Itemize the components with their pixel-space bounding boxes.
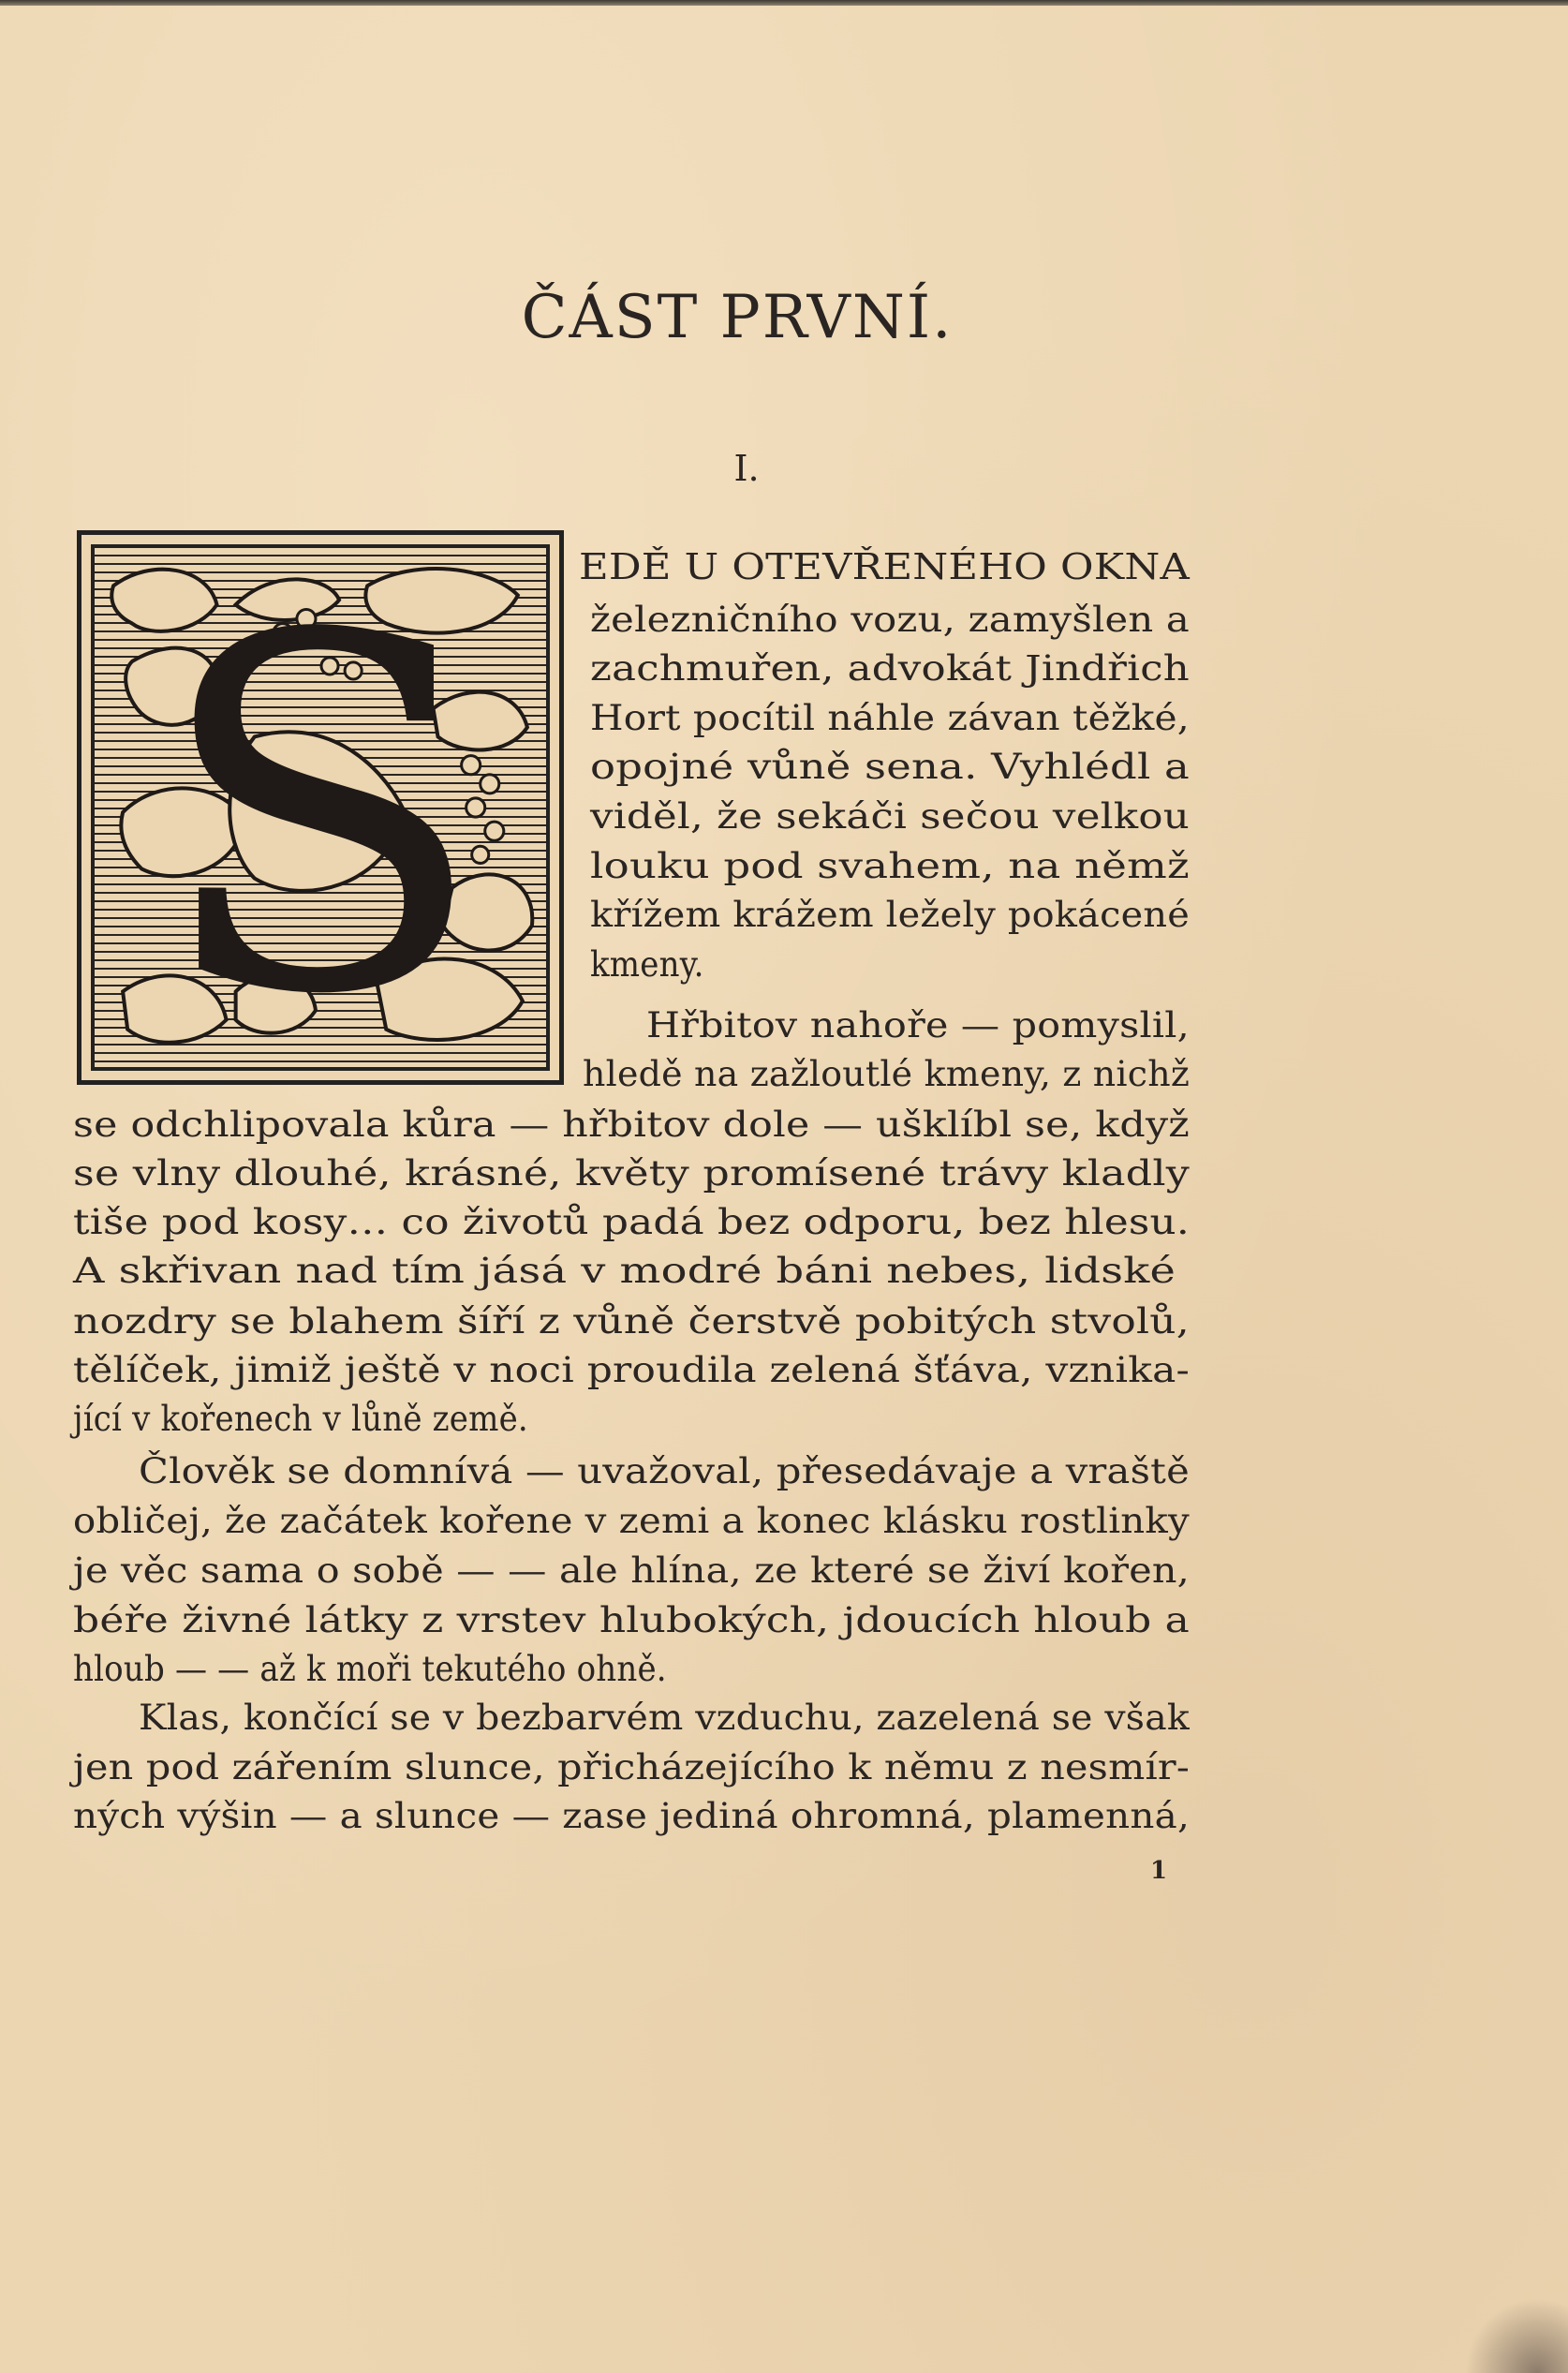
text-line: ných výšin — a slunce — zase jediná ohromná, plamenná, — [73, 1796, 1191, 1836]
text-line: viděl, že sekáči sečou velkou — [590, 796, 1190, 837]
text-line: obličej, že začátek kořene v zemi a konec klásku rostlinky — [73, 1501, 1190, 1541]
text-line: je věc sama o sobě — — ale hlína, ze které se živí kořen, — [73, 1550, 1191, 1591]
text-line: jící v kořenech v lůně země. — [73, 1399, 528, 1439]
drop-cap-letter: S — [153, 544, 488, 1071]
page-top-edge — [0, 0, 1568, 6]
text-line: hledě na zažloutlé kmeny, z nichž — [583, 1054, 1191, 1094]
page-number: 1 — [1150, 1857, 1168, 1885]
text-line: se odchlipovala kůra — hřbitov dole — ušklíbl se, když — [73, 1105, 1191, 1145]
decorative-drop-cap — [77, 530, 564, 1085]
text-line: A skřivan nad tím jásá v modré báni nebes, lidské — [73, 1251, 1176, 1291]
text-line: se vlny dlouhé, krásné, květy promísené trávy kladly — [73, 1153, 1191, 1194]
text-line: Člověk se domnívá — uvažoval, přesedávaje a vraště — [139, 1451, 1191, 1491]
text-line: jen pod zářením slunce, přicházejícího k němu z nesmír- — [73, 1747, 1191, 1787]
text-line: Klas, končící se v bezbarvém vzduchu, zazelená se však — [139, 1698, 1190, 1738]
text-line: louku pod svahem, na němž — [590, 846, 1190, 886]
text-line: Hort pocítil náhle závan těžké, — [590, 698, 1190, 738]
text-line: béře živné látky z vrstev hlubokých, jdoucích hloub a — [73, 1600, 1191, 1640]
corner-stain — [1465, 2298, 1568, 2373]
part-title: ČÁST PRVNÍ. — [521, 283, 954, 352]
text-line: tělíček, jimiž ještě v noci proudila zelená šťáva, vznika- — [73, 1350, 1191, 1390]
text-line: kmeny. — [590, 944, 704, 985]
text-line: Hřbitov nahoře — pomyslil, — [646, 1005, 1190, 1046]
text-line: hloub — — až k moři tekutého ohně. — [73, 1649, 667, 1689]
text-line: zachmuřen, advokát Jindřich — [590, 648, 1190, 689]
text-line: křížem krážem ležely pokácené — [590, 895, 1191, 935]
text-line: nozdry se blahem šíří z vůně čerstvě pobitých stvolů, — [73, 1301, 1190, 1342]
chapter-number: I. — [733, 448, 760, 489]
text-line: EDĚ U OTEVŘENÉHO OKNA — [579, 546, 1190, 587]
text-line: opojné vůně sena. Vyhlédl a — [590, 747, 1191, 787]
text-line: železničního vozu, zamyšlen a — [590, 600, 1190, 640]
text-line: tiše pod kosy… co životů padá bez odporu, bez hlesu. — [73, 1202, 1190, 1242]
drop-cap-engraving — [91, 544, 550, 1071]
